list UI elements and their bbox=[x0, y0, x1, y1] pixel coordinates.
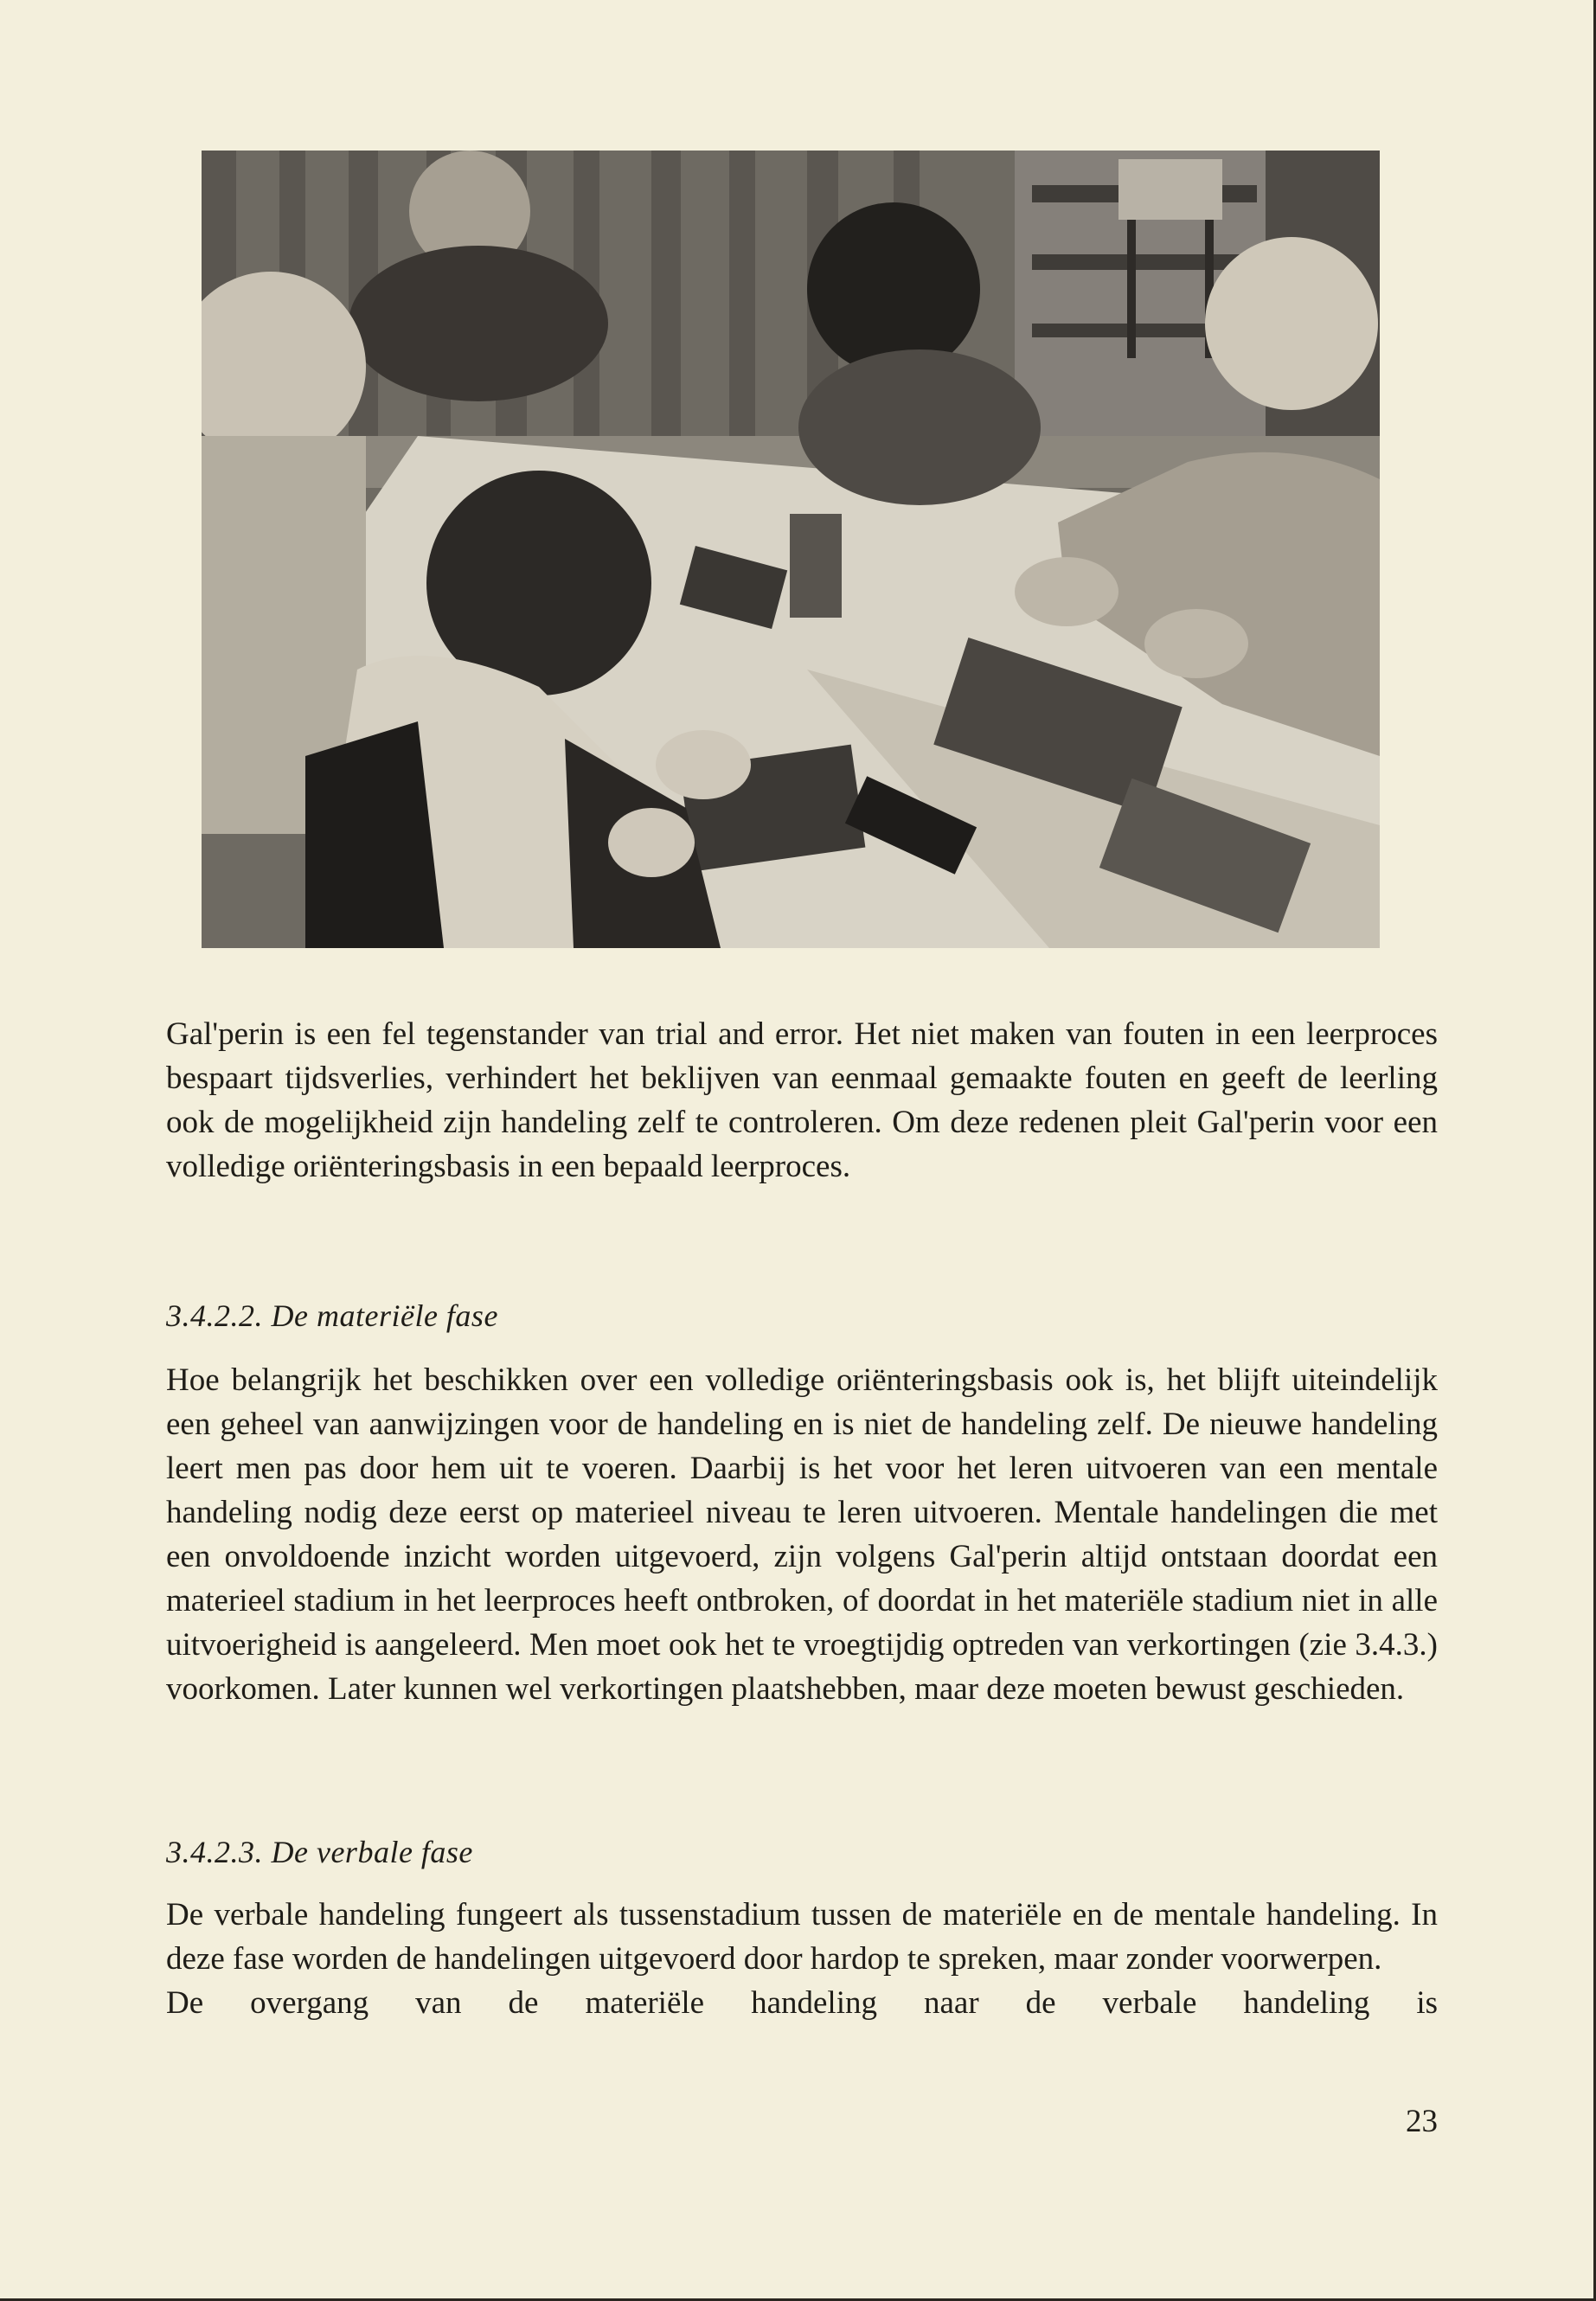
paragraph-intro: Gal'perin is een fel tegenstander van trial and error. Het niet maken van fouten in een leerproces bespaart tijdsverlies, verhindert het beklijven van eenmaal gemaakte fouten en geeft de leerling ook de mogelijkheid zijn handeling zelf te controleren. Om deze redenen pleit Gal'perin voor een volledige oriënteringsbasis in een bepaald leerproces. bbox=[166, 1016, 1438, 1184]
paragraph-materiele-fase: Hoe belangrijk het beschikken over een volledige oriënteringsbasis ook is, het blijft uiteindelijk een geheel van aanwijzingen voor de handeling en is niet de handeling zelf. De nieuwe handeling leert men pas door hem uit te voeren. Daarbij is het voor het leren uitvoeren van een mentale handeling nodig deze eerst op materieel niveau te leren uitvoeren. Mentale handelingen die met een onvoldoende inzicht worden uitgevoerd, zijn volgens Gal'perin altijd ontstaan doordat een materieel stadium in het leerproces heeft ontbroken, of doordat in het materiële stadium niet in alle uitvoerigheid is aangeleerd. Men moet ook het te vroegtijdig optreden van verkortingen (zie 3.4.3.) voorkomen. Later kunnen wel verkortingen plaatshebben, maar deze moeten bewust geschieden. bbox=[166, 1362, 1438, 1707]
heading-materiele-fase: 3.4.2.2. De materiële fase bbox=[166, 1298, 498, 1333]
classroom-photo-drawing bbox=[202, 151, 1380, 948]
page-number: 23 bbox=[1406, 2104, 1438, 2139]
heading-verbale-fase: 3.4.2.3. De verbale fase bbox=[166, 1835, 473, 1869]
paragraph-overgang: De overgang van de materiële handeling naar de verbale handeling is bbox=[166, 1985, 1438, 2021]
classroom-photo bbox=[202, 151, 1380, 948]
paragraph-verbale-fase: De verbale handeling fungeert als tussenstadium tussen de materiële en de mentale handeling. In deze fase worden de handelingen uitgevoerd door hardop te spreken, maar zonder voorwerpen. bbox=[166, 1897, 1438, 1977]
